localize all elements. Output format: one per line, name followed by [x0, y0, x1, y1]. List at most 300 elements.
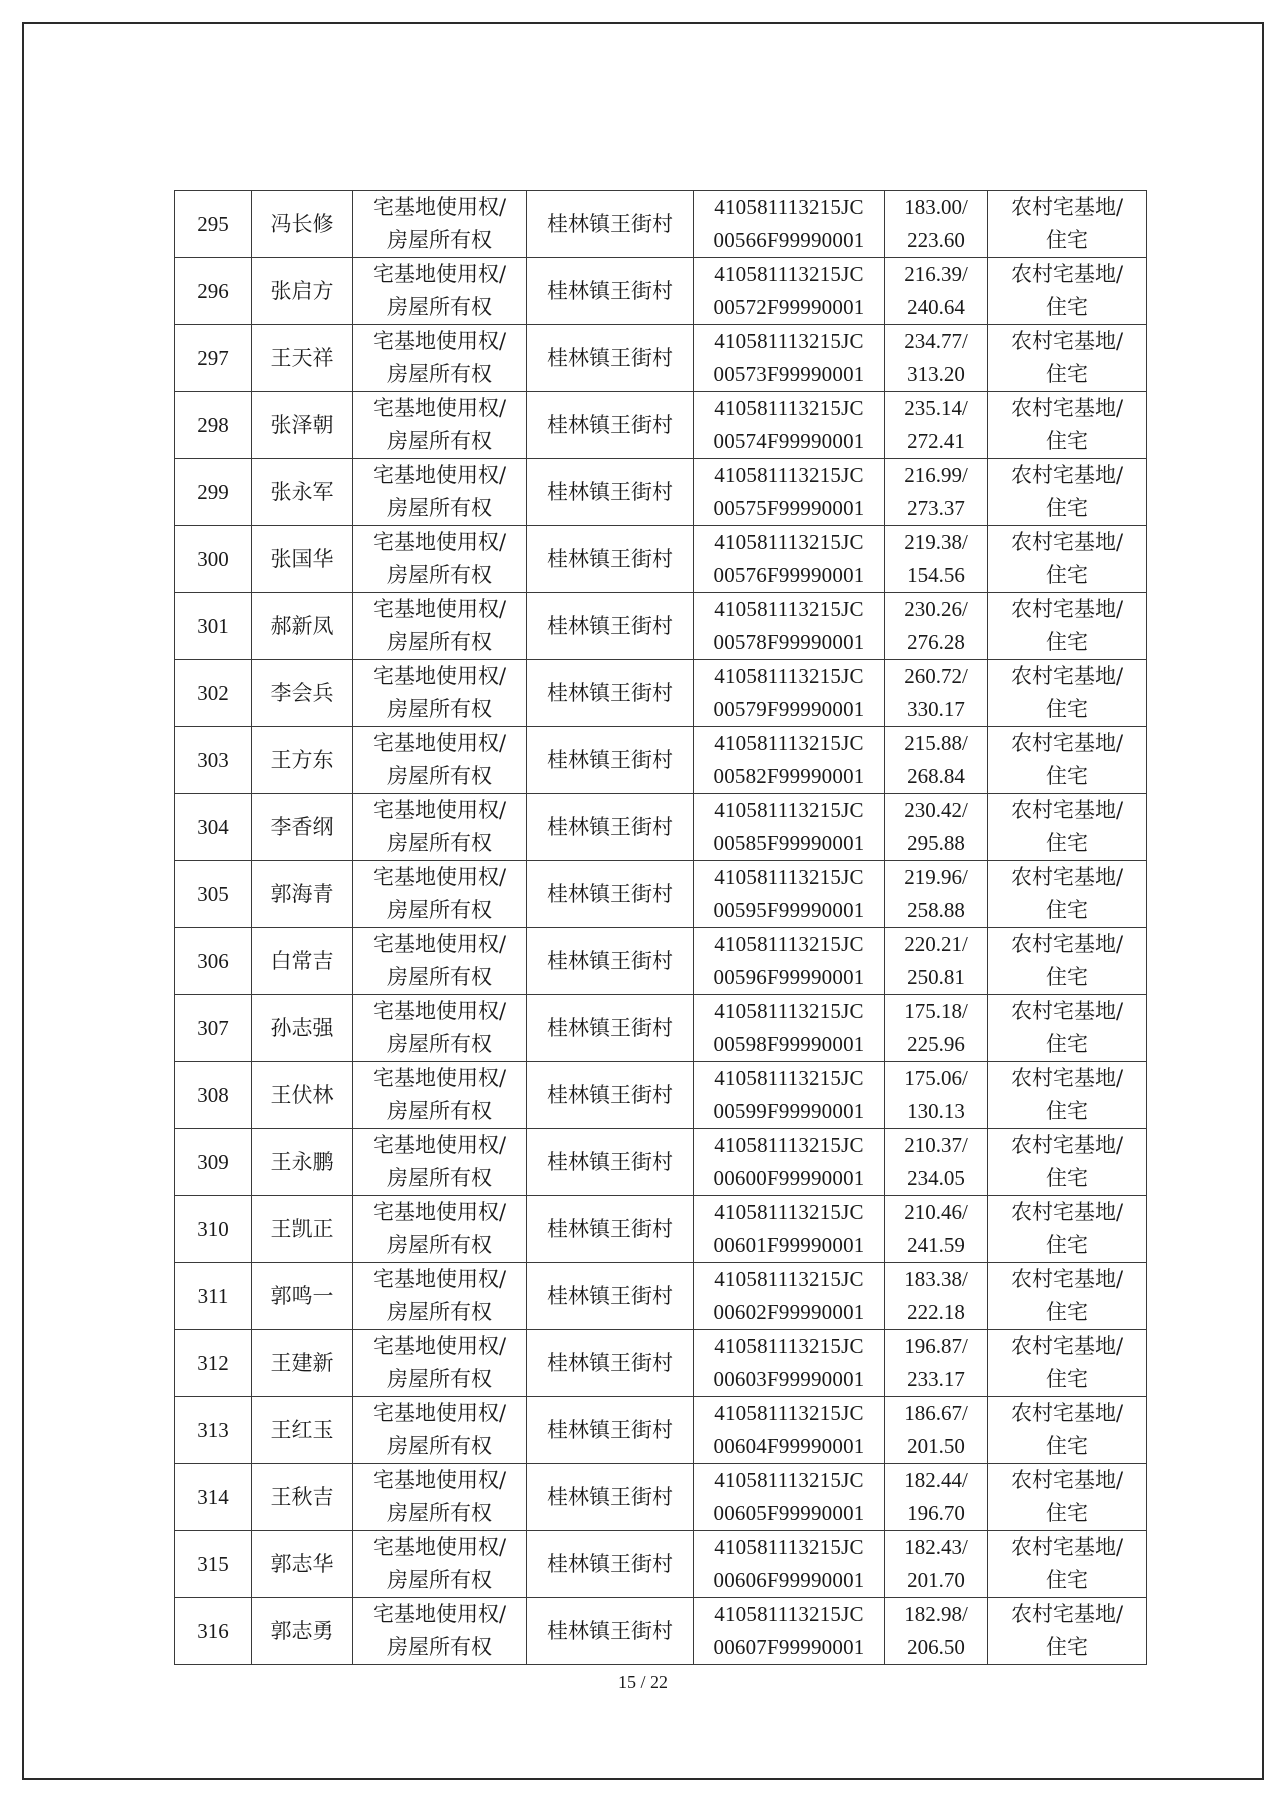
usage-cell — [988, 1129, 1147, 1196]
right-type-cell — [353, 593, 527, 660]
row-number-cell: 302 — [175, 660, 252, 727]
unit-code-cell-line: 410581113215JC — [714, 530, 864, 554]
unit-code-cell — [694, 1129, 885, 1196]
area-cell — [885, 1263, 988, 1330]
usage-cell-line: 农村宅基地/ — [1010, 1535, 1124, 1559]
usage-cell — [988, 1464, 1147, 1531]
area-cell-line: 330.17 — [907, 697, 965, 721]
area-cell — [885, 1330, 988, 1397]
unit-code-cell — [694, 1263, 885, 1330]
area-cell — [885, 1464, 988, 1531]
usage-cell — [988, 1062, 1147, 1129]
area-cell — [885, 1062, 988, 1129]
area-cell-line: 272.41 — [907, 429, 965, 453]
area-cell — [885, 191, 988, 258]
unit-code-cell-line: 00596F99990001 — [713, 965, 865, 989]
unit-code-cell-line: 410581113215JC — [714, 396, 864, 420]
unit-code-cell-line: 00574F99990001 — [713, 429, 865, 453]
unit-code-cell-line: 00605F99990001 — [713, 1501, 865, 1525]
unit-code-cell-line: 410581113215JC — [714, 798, 864, 822]
usage-cell-line: 住宅 — [1046, 1434, 1088, 1458]
usage-cell — [988, 191, 1147, 258]
unit-code-cell-line: 00595F99990001 — [713, 898, 865, 922]
usage-cell-line: 住宅 — [1046, 563, 1088, 587]
owner-name-cell: 王伏林 — [252, 1062, 353, 1129]
right-type-cell — [353, 1062, 527, 1129]
unit-code-cell — [694, 258, 885, 325]
right-type-cell — [353, 995, 527, 1062]
unit-code-cell-line: 410581113215JC — [714, 664, 864, 688]
usage-cell-line: 住宅 — [1046, 1300, 1088, 1324]
right-type-cell-line: 房屋所有权 — [387, 563, 492, 587]
unit-code-cell-line: 00582F99990001 — [713, 764, 865, 788]
right-type-cell — [353, 794, 527, 861]
area-cell — [885, 1397, 988, 1464]
right-type-cell-line: 宅基地使用权/ — [372, 1133, 507, 1157]
right-type-cell-line: 宅基地使用权/ — [372, 597, 507, 621]
usage-cell-line: 农村宅基地/ — [1010, 463, 1124, 487]
area-cell-line: 210.46/ — [904, 1200, 968, 1224]
area-cell-line: 182.43/ — [904, 1535, 968, 1559]
usage-cell — [988, 258, 1147, 325]
area-cell-line: 295.88 — [907, 831, 965, 855]
area-cell-line: 196.87/ — [904, 1334, 968, 1358]
row-number-cell: 295 — [175, 191, 252, 258]
right-type-cell — [353, 325, 527, 392]
table-row — [175, 593, 1147, 660]
unit-code-cell-line: 410581113215JC — [714, 1535, 864, 1559]
area-cell-line: 175.06/ — [904, 1066, 968, 1090]
usage-cell-line: 住宅 — [1046, 764, 1088, 788]
owner-name-cell: 张国华 — [252, 526, 353, 593]
usage-cell-line: 住宅 — [1046, 228, 1088, 252]
owner-name-cell: 王秋吉 — [252, 1464, 353, 1531]
row-number-cell: 313 — [175, 1397, 252, 1464]
area-cell-line: 230.42/ — [904, 798, 968, 822]
unit-code-cell — [694, 392, 885, 459]
unit-code-cell-line: 00599F99990001 — [713, 1099, 865, 1123]
unit-code-cell-line: 00598F99990001 — [713, 1032, 865, 1056]
table-row — [175, 995, 1147, 1062]
area-cell — [885, 459, 988, 526]
right-type-cell — [353, 1397, 527, 1464]
location-cell: 桂林镇王街村 — [527, 794, 694, 861]
usage-cell — [988, 526, 1147, 593]
area-cell — [885, 526, 988, 593]
unit-code-cell-line: 410581113215JC — [714, 195, 864, 219]
right-type-cell-line: 房屋所有权 — [387, 429, 492, 453]
area-cell-line: 260.72/ — [904, 664, 968, 688]
unit-code-cell — [694, 861, 885, 928]
row-number-cell: 296 — [175, 258, 252, 325]
table-row — [175, 392, 1147, 459]
usage-cell-line: 住宅 — [1046, 429, 1088, 453]
right-type-cell — [353, 1531, 527, 1598]
area-cell-line: 154.56 — [907, 563, 965, 587]
owner-name-cell: 李会兵 — [252, 660, 353, 727]
owner-name-cell: 李香纲 — [252, 794, 353, 861]
row-number-cell: 304 — [175, 794, 252, 861]
area-cell-line: 258.88 — [907, 898, 965, 922]
area-cell-line: 234.05 — [907, 1166, 965, 1190]
table-row — [175, 928, 1147, 995]
usage-cell — [988, 1263, 1147, 1330]
unit-code-cell — [694, 459, 885, 526]
area-cell-line: 223.60 — [907, 228, 965, 252]
right-type-cell-line: 宅基地使用权/ — [372, 932, 507, 956]
area-cell-line: 225.96 — [907, 1032, 965, 1056]
row-number-cell: 300 — [175, 526, 252, 593]
table-row — [175, 1062, 1147, 1129]
table-row — [175, 727, 1147, 794]
unit-code-cell-line: 410581113215JC — [714, 262, 864, 286]
usage-cell — [988, 794, 1147, 861]
area-cell — [885, 1598, 988, 1665]
usage-cell — [988, 660, 1147, 727]
unit-code-cell — [694, 1397, 885, 1464]
usage-cell-line: 农村宅基地/ — [1010, 1602, 1124, 1626]
table-row — [175, 258, 1147, 325]
unit-code-cell — [694, 794, 885, 861]
records-table-body — [175, 191, 1147, 1665]
unit-code-cell-line: 00606F99990001 — [713, 1568, 865, 1592]
usage-cell-line: 农村宅基地/ — [1010, 195, 1124, 219]
area-cell-line: 313.20 — [907, 362, 965, 386]
owner-name-cell: 张启方 — [252, 258, 353, 325]
right-type-cell-line: 宅基地使用权/ — [372, 1535, 507, 1559]
location-cell: 桂林镇王街村 — [527, 258, 694, 325]
area-cell-line: 235.14/ — [904, 396, 968, 420]
area-cell-line: 175.18/ — [904, 999, 968, 1023]
area-cell-line: 130.13 — [907, 1099, 965, 1123]
unit-code-cell — [694, 191, 885, 258]
usage-cell-line: 农村宅基地/ — [1010, 530, 1124, 554]
row-number-cell: 305 — [175, 861, 252, 928]
unit-code-cell — [694, 928, 885, 995]
location-cell: 桂林镇王街村 — [527, 325, 694, 392]
usage-cell-line: 住宅 — [1046, 630, 1088, 654]
table-row — [175, 459, 1147, 526]
owner-name-cell: 冯长修 — [252, 191, 353, 258]
area-cell-line: 234.77/ — [904, 329, 968, 353]
usage-cell-line: 住宅 — [1046, 295, 1088, 319]
unit-code-cell-line: 410581113215JC — [714, 1334, 864, 1358]
right-type-cell-line: 房屋所有权 — [387, 496, 492, 520]
area-cell-line: 216.99/ — [904, 463, 968, 487]
usage-cell-line: 农村宅基地/ — [1010, 329, 1124, 353]
area-cell — [885, 995, 988, 1062]
table-row — [175, 660, 1147, 727]
area-cell-line: 216.39/ — [904, 262, 968, 286]
right-type-cell-line: 房屋所有权 — [387, 1568, 492, 1592]
page-number: 15 / 22 — [617, 1672, 668, 1692]
unit-code-cell-line: 410581113215JC — [714, 865, 864, 889]
usage-cell-line: 农村宅基地/ — [1010, 597, 1124, 621]
right-type-cell — [353, 258, 527, 325]
right-type-cell — [353, 1464, 527, 1531]
owner-name-cell: 王永鹏 — [252, 1129, 353, 1196]
area-cell-line: 196.70 — [907, 1501, 965, 1525]
area-cell-line: 182.98/ — [904, 1602, 968, 1626]
location-cell: 桂林镇王街村 — [527, 1531, 694, 1598]
row-number-cell: 308 — [175, 1062, 252, 1129]
usage-cell — [988, 593, 1147, 660]
row-number-cell: 311 — [175, 1263, 252, 1330]
right-type-cell-line: 宅基地使用权/ — [372, 396, 507, 420]
usage-cell-line: 农村宅基地/ — [1010, 865, 1124, 889]
area-cell — [885, 727, 988, 794]
right-type-cell-line: 宅基地使用权/ — [372, 463, 507, 487]
right-type-cell-line: 宅基地使用权/ — [372, 1200, 507, 1224]
usage-cell-line: 住宅 — [1046, 1635, 1088, 1659]
right-type-cell-line: 宅基地使用权/ — [372, 1066, 507, 1090]
area-cell-line: 268.84 — [907, 764, 965, 788]
right-type-cell — [353, 660, 527, 727]
location-cell: 桂林镇王街村 — [527, 459, 694, 526]
location-cell: 桂林镇王街村 — [527, 995, 694, 1062]
location-cell: 桂林镇王街村 — [527, 1129, 694, 1196]
area-cell-line: 276.28 — [907, 630, 965, 654]
unit-code-cell-line: 00575F99990001 — [713, 496, 865, 520]
unit-code-cell-line: 00573F99990001 — [713, 362, 865, 386]
usage-cell-line: 农村宅基地/ — [1010, 999, 1124, 1023]
right-type-cell-line: 房屋所有权 — [387, 362, 492, 386]
usage-cell-line: 农村宅基地/ — [1010, 1334, 1124, 1358]
usage-cell — [988, 392, 1147, 459]
location-cell: 桂林镇王街村 — [527, 660, 694, 727]
usage-cell — [988, 1598, 1147, 1665]
right-type-cell-line: 房屋所有权 — [387, 1099, 492, 1123]
usage-cell — [988, 861, 1147, 928]
right-type-cell-line: 宅基地使用权/ — [372, 999, 507, 1023]
unit-code-cell-line: 00602F99990001 — [713, 1300, 865, 1324]
unit-code-cell-line: 00600F99990001 — [713, 1166, 865, 1190]
location-cell: 桂林镇王街村 — [527, 727, 694, 794]
row-number-cell: 298 — [175, 392, 252, 459]
location-cell: 桂林镇王街村 — [527, 1464, 694, 1531]
unit-code-cell-line: 410581113215JC — [714, 999, 864, 1023]
area-cell — [885, 1196, 988, 1263]
unit-code-cell-line: 00572F99990001 — [713, 295, 865, 319]
usage-cell-line: 农村宅基地/ — [1010, 1200, 1124, 1224]
owner-name-cell: 郭志勇 — [252, 1598, 353, 1665]
area-cell-line: 220.21/ — [904, 932, 968, 956]
row-number-cell: 309 — [175, 1129, 252, 1196]
unit-code-cell-line: 00566F99990001 — [713, 228, 865, 252]
area-cell-line: 210.37/ — [904, 1133, 968, 1157]
area-cell-line: 233.17 — [907, 1367, 965, 1391]
table-row — [175, 1330, 1147, 1397]
right-type-cell-line: 房屋所有权 — [387, 697, 492, 721]
right-type-cell — [353, 459, 527, 526]
usage-cell-line: 农村宅基地/ — [1010, 396, 1124, 420]
unit-code-cell — [694, 1196, 885, 1263]
owner-name-cell: 王凯正 — [252, 1196, 353, 1263]
area-cell-line: 240.64 — [907, 295, 965, 319]
location-cell: 桂林镇王街村 — [527, 861, 694, 928]
usage-cell — [988, 928, 1147, 995]
table-row — [175, 794, 1147, 861]
right-type-cell — [353, 1330, 527, 1397]
unit-code-cell — [694, 325, 885, 392]
location-cell: 桂林镇王街村 — [527, 1397, 694, 1464]
unit-code-cell-line: 410581113215JC — [714, 1200, 864, 1224]
unit-code-cell-line: 410581113215JC — [714, 932, 864, 956]
unit-code-cell-line: 410581113215JC — [714, 731, 864, 755]
location-cell: 桂林镇王街村 — [527, 928, 694, 995]
row-number-cell: 307 — [175, 995, 252, 1062]
unit-code-cell-line: 410581113215JC — [714, 1401, 864, 1425]
row-number-cell: 312 — [175, 1330, 252, 1397]
right-type-cell-line: 房屋所有权 — [387, 1367, 492, 1391]
unit-code-cell-line: 410581113215JC — [714, 1133, 864, 1157]
unit-code-cell — [694, 1330, 885, 1397]
right-type-cell-line: 宅基地使用权/ — [372, 1468, 507, 1492]
right-type-cell-line: 宅基地使用权/ — [372, 530, 507, 554]
right-type-cell — [353, 727, 527, 794]
usage-cell-line: 住宅 — [1046, 1568, 1088, 1592]
area-cell — [885, 861, 988, 928]
usage-cell-line: 住宅 — [1046, 1501, 1088, 1525]
right-type-cell-line: 宅基地使用权/ — [372, 1334, 507, 1358]
table-row — [175, 191, 1147, 258]
unit-code-cell-line: 410581113215JC — [714, 1267, 864, 1291]
owner-name-cell: 王方东 — [252, 727, 353, 794]
usage-cell-line: 住宅 — [1046, 1367, 1088, 1391]
row-number-cell: 297 — [175, 325, 252, 392]
location-cell: 桂林镇王街村 — [527, 392, 694, 459]
right-type-cell-line: 宅基地使用权/ — [372, 329, 507, 353]
unit-code-cell-line: 410581113215JC — [714, 463, 864, 487]
location-cell: 桂林镇王街村 — [527, 1598, 694, 1665]
row-number-cell: 315 — [175, 1531, 252, 1598]
right-type-cell-line: 房屋所有权 — [387, 1434, 492, 1458]
area-cell-line: 182.44/ — [904, 1468, 968, 1492]
area-cell — [885, 794, 988, 861]
area-cell-line: 206.50 — [907, 1635, 965, 1659]
table-row — [175, 325, 1147, 392]
usage-cell-line: 农村宅基地/ — [1010, 1267, 1124, 1291]
row-number-cell: 301 — [175, 593, 252, 660]
right-type-cell-line: 房屋所有权 — [387, 1300, 492, 1324]
unit-code-cell-line: 410581113215JC — [714, 329, 864, 353]
unit-code-cell-line: 410581113215JC — [714, 1602, 864, 1626]
unit-code-cell-line: 00578F99990001 — [713, 630, 865, 654]
unit-code-cell-line: 00601F99990001 — [713, 1233, 865, 1257]
right-type-cell — [353, 392, 527, 459]
records-table — [174, 190, 1147, 1665]
usage-cell-line: 农村宅基地/ — [1010, 1066, 1124, 1090]
unit-code-cell — [694, 526, 885, 593]
area-cell-line: 201.50 — [907, 1434, 965, 1458]
owner-name-cell: 张泽朝 — [252, 392, 353, 459]
right-type-cell-line: 宅基地使用权/ — [372, 1401, 507, 1425]
owner-name-cell: 王红玉 — [252, 1397, 353, 1464]
unit-code-cell-line: 00579F99990001 — [713, 697, 865, 721]
right-type-cell-line: 房屋所有权 — [387, 295, 492, 319]
usage-cell-line: 住宅 — [1046, 362, 1088, 386]
unit-code-cell-line: 410581113215JC — [714, 1468, 864, 1492]
location-cell: 桂林镇王街村 — [527, 1263, 694, 1330]
usage-cell — [988, 1196, 1147, 1263]
right-type-cell-line: 宅基地使用权/ — [372, 1267, 507, 1291]
row-number-cell: 316 — [175, 1598, 252, 1665]
table-row — [175, 1531, 1147, 1598]
right-type-cell — [353, 861, 527, 928]
unit-code-cell — [694, 1531, 885, 1598]
right-type-cell-line: 房屋所有权 — [387, 1501, 492, 1525]
unit-code-cell — [694, 995, 885, 1062]
row-number-cell: 299 — [175, 459, 252, 526]
right-type-cell — [353, 928, 527, 995]
area-cell — [885, 1129, 988, 1196]
area-cell-line: 222.18 — [907, 1300, 965, 1324]
usage-cell-line: 住宅 — [1046, 1166, 1088, 1190]
right-type-cell-line: 房屋所有权 — [387, 1635, 492, 1659]
area-cell — [885, 1531, 988, 1598]
owner-name-cell: 张永军 — [252, 459, 353, 526]
area-cell — [885, 392, 988, 459]
right-type-cell — [353, 1263, 527, 1330]
usage-cell-line: 住宅 — [1046, 697, 1088, 721]
unit-code-cell-line: 410581113215JC — [714, 1066, 864, 1090]
usage-cell — [988, 727, 1147, 794]
right-type-cell — [353, 191, 527, 258]
location-cell: 桂林镇王街村 — [527, 593, 694, 660]
usage-cell-line: 农村宅基地/ — [1010, 731, 1124, 755]
usage-cell-line: 农村宅基地/ — [1010, 932, 1124, 956]
owner-name-cell: 王天祥 — [252, 325, 353, 392]
right-type-cell-line: 宅基地使用权/ — [372, 798, 507, 822]
right-type-cell — [353, 526, 527, 593]
right-type-cell-line: 房屋所有权 — [387, 965, 492, 989]
location-cell: 桂林镇王街村 — [527, 1062, 694, 1129]
owner-name-cell: 王建新 — [252, 1330, 353, 1397]
owner-name-cell: 孙志强 — [252, 995, 353, 1062]
usage-cell-line: 住宅 — [1046, 1099, 1088, 1123]
right-type-cell-line: 宅基地使用权/ — [372, 1602, 507, 1626]
unit-code-cell — [694, 1464, 885, 1531]
usage-cell-line: 住宅 — [1046, 898, 1088, 922]
unit-code-cell — [694, 1598, 885, 1665]
usage-cell — [988, 1531, 1147, 1598]
row-number-cell: 303 — [175, 727, 252, 794]
area-cell — [885, 325, 988, 392]
owner-name-cell: 郝新凤 — [252, 593, 353, 660]
right-type-cell-line: 房屋所有权 — [387, 831, 492, 855]
right-type-cell — [353, 1598, 527, 1665]
unit-code-cell-line: 00607F99990001 — [713, 1635, 865, 1659]
location-cell: 桂林镇王街村 — [527, 191, 694, 258]
area-cell-line: 215.88/ — [904, 731, 968, 755]
table-row — [175, 1196, 1147, 1263]
area-cell-line: 201.70 — [907, 1568, 965, 1592]
usage-cell — [988, 325, 1147, 392]
owner-name-cell: 郭鸣一 — [252, 1263, 353, 1330]
unit-code-cell — [694, 727, 885, 794]
right-type-cell-line: 房屋所有权 — [387, 630, 492, 654]
unit-code-cell-line: 00585F99990001 — [713, 831, 865, 855]
table-row — [175, 526, 1147, 593]
unit-code-cell — [694, 660, 885, 727]
area-cell-line: 219.38/ — [904, 530, 968, 554]
usage-cell-line: 农村宅基地/ — [1010, 1133, 1124, 1157]
table-row — [175, 861, 1147, 928]
usage-cell — [988, 1397, 1147, 1464]
right-type-cell-line: 宅基地使用权/ — [372, 664, 507, 688]
usage-cell-line: 农村宅基地/ — [1010, 1468, 1124, 1492]
unit-code-cell-line: 410581113215JC — [714, 597, 864, 621]
